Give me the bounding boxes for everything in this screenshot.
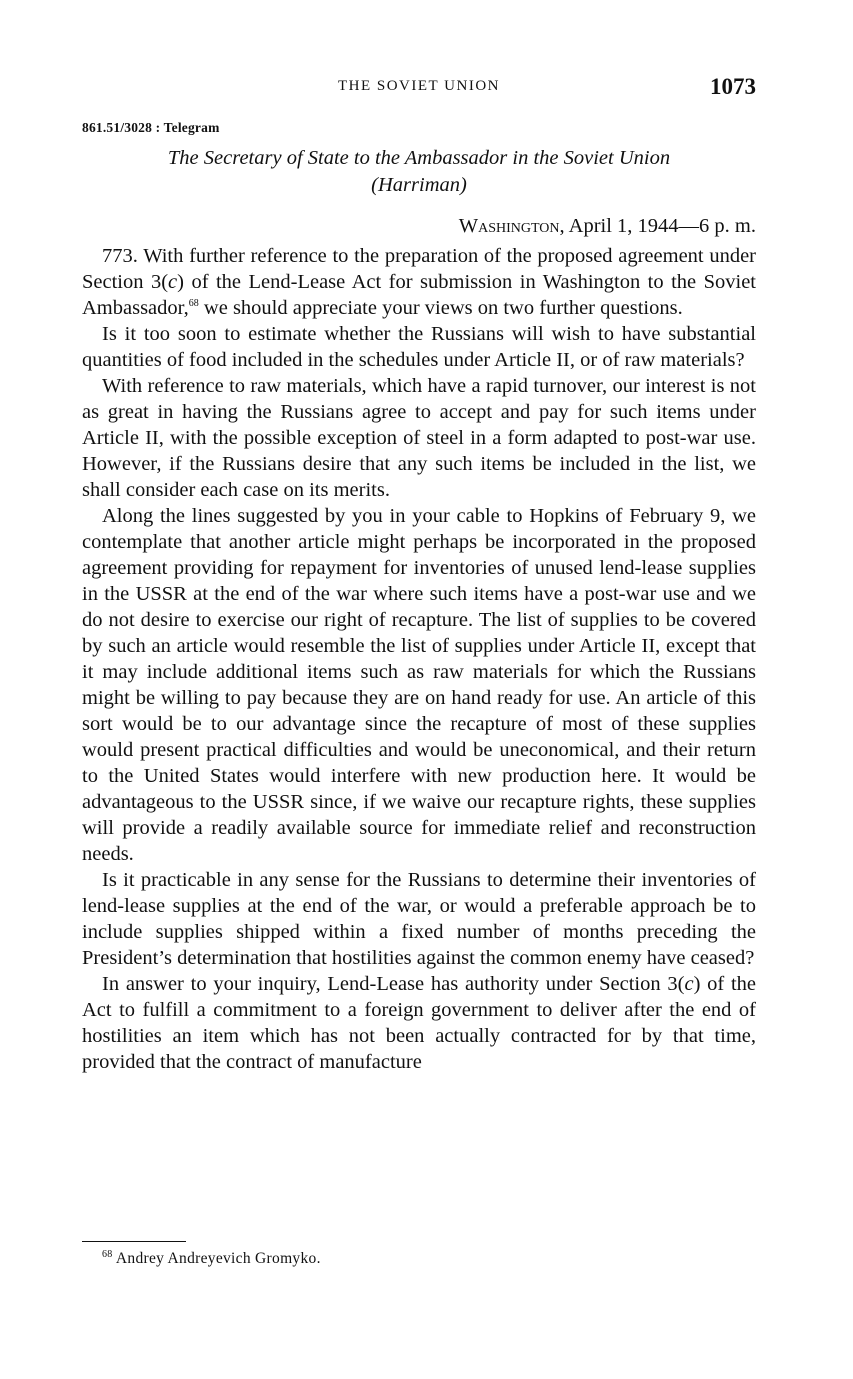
footnote-divider [82,1241,186,1242]
paragraph-6-start: In answer to your inquiry, Lend-Lease has authority under Section 3( [102,973,685,995]
paragraph-4: Along the lines suggested by you in your cable to Hopkins of February 9, we contemplate that another article might perhaps be incorporated in the proposed agreement providing for repayment for inventories of unused lend-lease supplies in the USSR at the end of the war where such items have a post-war use and we do not desire to exercise our right of recapture. The list of supplies to be covered by such an article would resemble the list of supplies under Article II, except that it may include additional items such as raw materials for which the Russians might be willing to pay because they are on hand ready for use. An article of this sort would be to our advantage since the recapture of most of these supplies would present practical difficulties and would be uneconomical, and their return to the United States would interfere with new production here. It would be advantageous to the USSR since, if we waive our recapture rights, these supplies will provide a readily available source for immediate relief and reconstruction needs. [82,505,756,865]
paragraph-6-section-letter: c [684,973,694,995]
paragraph-5: Is it practicable in any sense for the Russians to determine their inventories of lend-lease supplies at the end of the war, or would a preferable approach be to include supplies shipped within a fixed number of months preceding the President’s determination that hostilities against the common enemy have ceased? [82,869,756,969]
document-title-main: The Secretary of State to the Ambassador in the Soviet Union [167,147,671,169]
paragraph-1-end: we should appreciate your views on two further questions. [198,297,683,319]
footnote-text: Andrey Andreyevich Gromyko. [112,1250,321,1267]
document-title-name: (Harriman) [371,174,467,196]
dateline-place: Washington, [458,215,565,237]
paragraph-2: Is it too soon to estimate whether the Russians will wish to have substantial quantities of food included in the schedules under Article II, or of raw materials? [82,323,756,371]
paragraph-3: With reference to raw materials, which have a rapid turnover, our interest is not as great in having the Russians agree to accept and pay for such items under Article II, with the possible exception of steel in a form adapted to post-war use. However, if the Russians desire that any such items be included in the list, we shall consider each case on its merits. [82,375,756,501]
dateline [459,215,756,238]
page-number: 1073 [710,74,756,99]
running-title: THE SOVIET UNION [337,78,501,94]
footnote [102,1250,321,1268]
document-reference: 861.51/3028 : Telegram [82,120,220,135]
paragraph-1-middle: ) of the Lend-Lease Act for submission in Washington to the Soviet Ambassador, [82,271,756,319]
telegram-body [82,243,756,1075]
dateline-date: April 1, 1944—6 p. m. [564,215,756,237]
paragraph-1-start: 773. With further reference to the preparation of the proposed agreement under Section 3( [82,245,756,293]
document-title [82,145,756,199]
footnote-reference: 68 [188,298,199,310]
paragraph-1-section-letter: c [168,271,178,293]
footnote-marker: 68 [102,1248,113,1260]
paragraph-1 [82,243,756,321]
paragraph-6-end: ) of the Act to fulfill a commitment to a foreign government to deliver after the end of hostilities an item which has not been actually contracted for by that time, provided that the contract of manufacture [82,973,756,1073]
paragraph-6 [82,971,756,1075]
running-head [82,74,756,104]
